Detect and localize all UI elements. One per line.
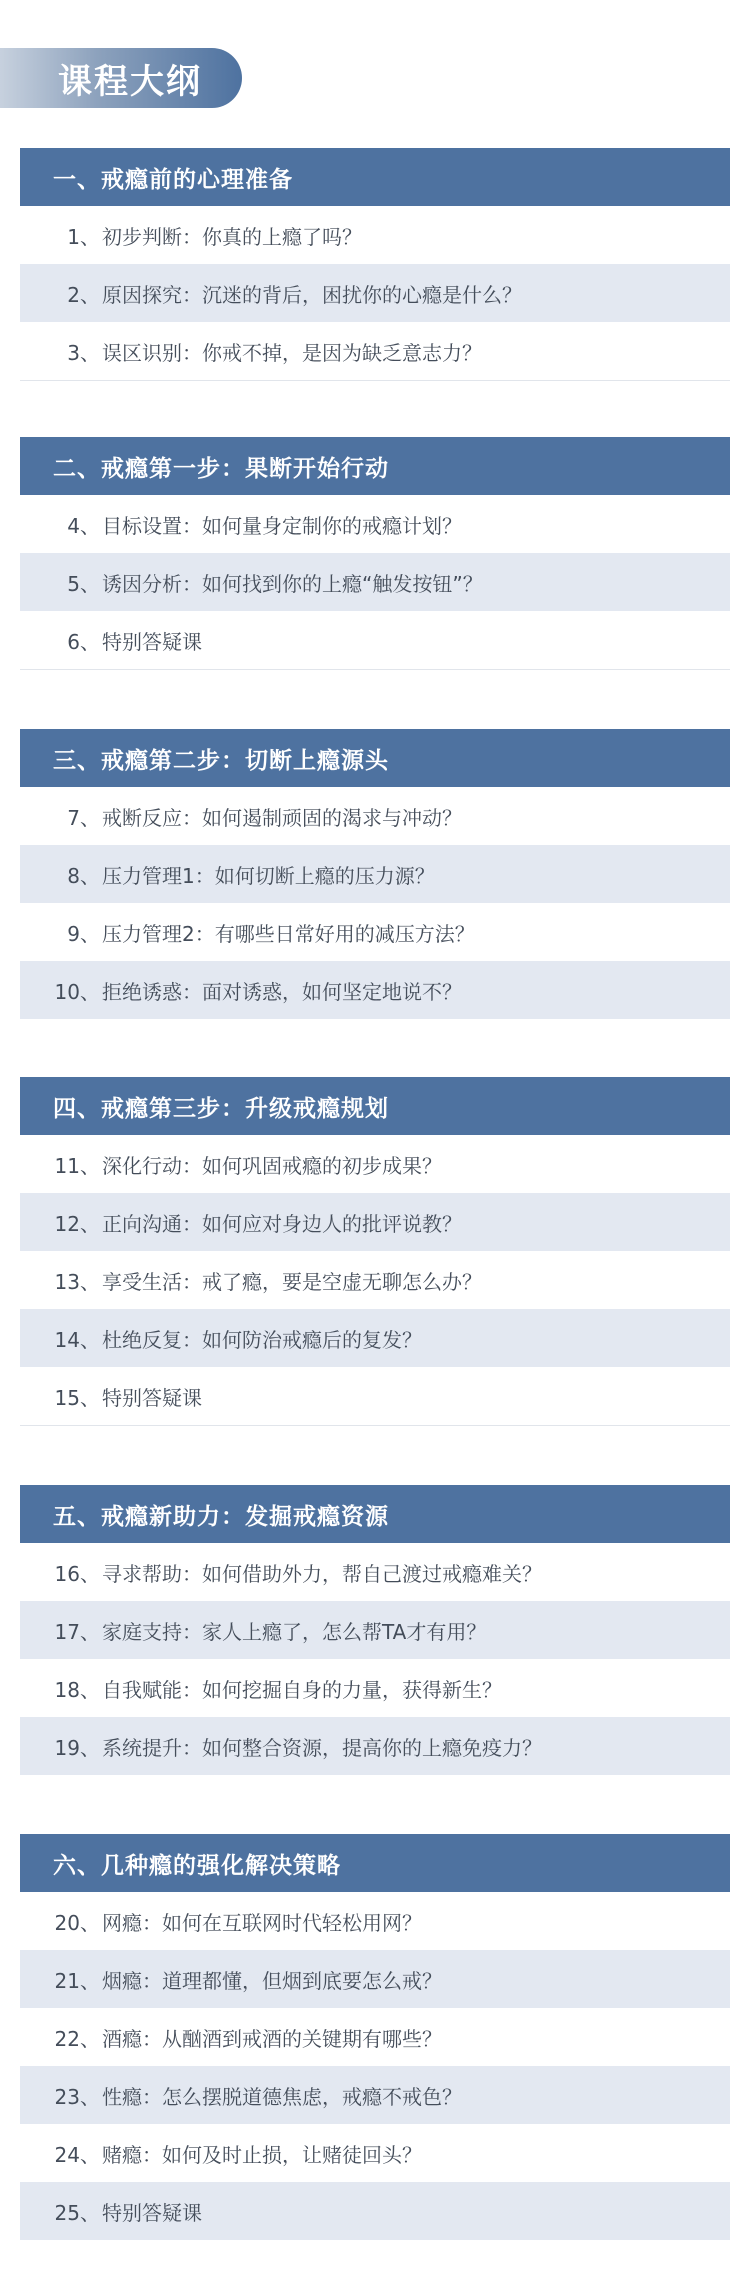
lesson-item[interactable]	[20, 322, 730, 380]
section-divider	[20, 1425, 730, 1426]
lesson-item[interactable]	[20, 2124, 730, 2182]
lesson-number: 13、	[54, 1269, 100, 1294]
section-2	[20, 437, 730, 670]
lesson-item[interactable]	[20, 1892, 730, 1950]
lesson-number: 7、	[67, 805, 100, 830]
lesson-item[interactable]	[20, 264, 730, 322]
lesson-title: 系统提升：如何整合资源，提高你的上瘾免疫力？	[102, 1735, 542, 1760]
lesson-number: 3、	[67, 340, 100, 365]
lesson-item[interactable]	[20, 1135, 730, 1193]
lesson-title: 酒瘾：从酗酒到戒酒的关键期有哪些？	[102, 2026, 442, 2051]
lesson-title: 特别答疑课	[102, 2200, 202, 2225]
lesson-number: 11、	[54, 1153, 100, 1178]
lesson-title: 原因探究：沉迷的背后，困扰你的心瘾是什么？	[102, 282, 522, 307]
lesson-number: 2、	[67, 282, 100, 307]
lesson-number: 21、	[54, 1968, 100, 1993]
lesson-number: 17、	[54, 1619, 100, 1644]
page-title: 课程大纲	[58, 61, 202, 102]
lesson-title: 特别答疑课	[102, 629, 202, 654]
lesson-item[interactable]	[20, 2066, 730, 2124]
lesson-number: 6、	[67, 629, 100, 654]
lesson-item[interactable]	[20, 2008, 730, 2066]
section-4	[20, 1077, 730, 1426]
section-divider	[20, 669, 730, 670]
section-1	[20, 148, 730, 381]
section-6	[20, 1834, 730, 2240]
lesson-number: 15、	[54, 1385, 100, 1410]
lesson-item[interactable]	[20, 1193, 730, 1251]
lesson-title: 烟瘾：道理都懂，但烟到底要怎么戒？	[102, 1968, 442, 1993]
lesson-item[interactable]	[20, 787, 730, 845]
lesson-number: 23、	[54, 2084, 100, 2109]
lesson-title: 深化行动：如何巩固戒瘾的初步成果？	[102, 1153, 442, 1178]
lesson-number: 24、	[54, 2142, 100, 2167]
lesson-title: 特别答疑课	[102, 1385, 202, 1410]
lesson-number: 25、	[54, 2200, 100, 2225]
lesson-number: 10、	[54, 979, 100, 1004]
section-header: 二、戒瘾第一步：果断开始行动	[20, 437, 730, 495]
lesson-number: 1、	[67, 224, 100, 249]
lesson-title: 网瘾：如何在互联网时代轻松用网？	[102, 1910, 422, 1935]
outline-title-banner	[0, 48, 242, 108]
lesson-title: 压力管理2：有哪些日常好用的减压方法？	[102, 921, 475, 946]
lesson-title: 享受生活：戒了瘾，要是空虚无聊怎么办？	[102, 1269, 482, 1294]
lesson-title: 杜绝反复：如何防治戒瘾后的复发？	[102, 1327, 422, 1352]
lesson-item[interactable]	[20, 1367, 730, 1425]
lesson-title: 诱因分析：如何找到你的上瘾“触发按钮”？	[102, 571, 483, 596]
section-header: 五、戒瘾新助力：发掘戒瘾资源	[20, 1485, 730, 1543]
lesson-item[interactable]	[20, 845, 730, 903]
section-divider	[20, 380, 730, 381]
lesson-number: 14、	[54, 1327, 100, 1352]
lesson-number: 19、	[54, 1735, 100, 1760]
lesson-title: 拒绝诱惑：面对诱惑，如何坚定地说不？	[102, 979, 462, 1004]
lesson-item[interactable]	[20, 1659, 730, 1717]
lesson-number: 8、	[67, 863, 100, 888]
lesson-number: 22、	[54, 2026, 100, 2051]
lesson-item[interactable]	[20, 611, 730, 669]
lesson-title: 误区识别：你戒不掉，是因为缺乏意志力？	[102, 340, 482, 365]
section-5	[20, 1485, 730, 1775]
lesson-number: 4、	[67, 513, 100, 538]
lesson-number: 9、	[67, 921, 100, 946]
lesson-title: 正向沟通：如何应对身边人的批评说教？	[102, 1211, 462, 1236]
lesson-number: 20、	[54, 1910, 100, 1935]
lesson-number: 16、	[54, 1561, 100, 1586]
lesson-item[interactable]	[20, 903, 730, 961]
lesson-item[interactable]	[20, 1601, 730, 1659]
lesson-item[interactable]	[20, 961, 730, 1019]
section-header: 四、戒瘾第三步：升级戒瘾规划	[20, 1077, 730, 1135]
section-header: 三、戒瘾第二步：切断上瘾源头	[20, 729, 730, 787]
section-3	[20, 729, 730, 1019]
lesson-title: 初步判断：你真的上瘾了吗？	[102, 224, 362, 249]
lesson-title: 自我赋能：如何挖掘自身的力量，获得新生？	[102, 1677, 502, 1702]
lesson-item[interactable]	[20, 495, 730, 553]
lesson-item[interactable]	[20, 1309, 730, 1367]
lesson-item[interactable]	[20, 1950, 730, 2008]
lesson-item[interactable]	[20, 1543, 730, 1601]
lesson-item[interactable]	[20, 1717, 730, 1775]
lesson-title: 性瘾：怎么摆脱道德焦虑，戒瘾不戒色？	[102, 2084, 462, 2109]
lesson-item[interactable]	[20, 206, 730, 264]
section-header: 六、几种瘾的强化解决策略	[20, 1834, 730, 1892]
lesson-number: 18、	[54, 1677, 100, 1702]
lesson-title: 寻求帮助：如何借助外力，帮自己渡过戒瘾难关？	[102, 1561, 542, 1586]
section-header: 一、戒瘾前的心理准备	[20, 148, 730, 206]
lesson-title: 赌瘾：如何及时止损，让赌徒回头？	[102, 2142, 422, 2167]
lesson-title: 戒断反应：如何遏制顽固的渴求与冲动？	[102, 805, 462, 830]
lesson-title: 家庭支持：家人上瘾了，怎么帮TA才有用？	[102, 1619, 487, 1644]
lesson-number: 5、	[67, 571, 100, 596]
lesson-item[interactable]	[20, 2182, 730, 2240]
lesson-item[interactable]	[20, 1251, 730, 1309]
lesson-item[interactable]	[20, 553, 730, 611]
lesson-title: 目标设置：如何量身定制你的戒瘾计划？	[102, 513, 462, 538]
lesson-title: 压力管理1：如何切断上瘾的压力源？	[102, 863, 435, 888]
lesson-number: 12、	[54, 1211, 100, 1236]
